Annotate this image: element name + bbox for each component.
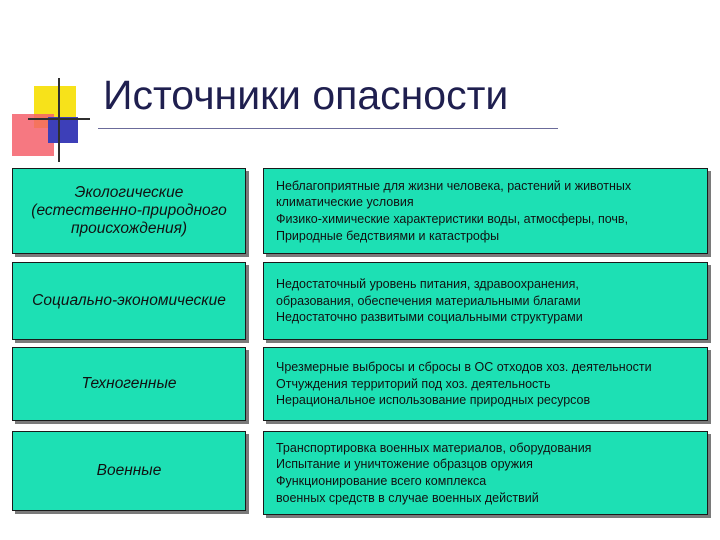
- detail-line: Чрезмерные выбросы и сбросы в ОС отходов хоз. деятельности: [276, 360, 652, 375]
- category-box-ecological: [12, 168, 246, 254]
- detail-line: Физико-химические характеристики воды, атмосферы, почв,: [276, 212, 629, 226]
- detail-line: Неблагоприятные для жизни человека, растений и животных: [276, 178, 632, 193]
- detail-line: Отчуждения территорий под хоз. деятельность: [276, 376, 551, 391]
- category-box-military: [12, 431, 246, 511]
- blue-square-decoration: [48, 117, 78, 143]
- detail-line: Недостаточный уровень питания, здравоохранения,: [276, 277, 579, 292]
- vertical-line-decoration: [58, 78, 60, 162]
- horizontal-line-decoration: [28, 118, 90, 120]
- category-label: Техногенные: [81, 375, 177, 393]
- category-box-technogenic: [12, 347, 246, 421]
- category-label: Экологические: [74, 184, 184, 202]
- detail-line: Нерациональное использование природных ресурсов: [276, 393, 591, 408]
- category-label: (естественно-природного: [31, 202, 227, 220]
- detail-line: Недостаточно развитыми социальными структурами: [276, 310, 583, 325]
- detail-line: образования, обеспечения материальными благами: [276, 293, 581, 308]
- details-box-socioeconomic: [263, 262, 708, 340]
- category-label: происхождения): [70, 219, 188, 237]
- details-box-ecological: [263, 168, 708, 254]
- category-label: Социально-экономические: [32, 292, 226, 310]
- detail-line: Природные бедствиями и катастрофы: [276, 228, 500, 243]
- details-box-military: [263, 431, 708, 515]
- detail-line: военных средств в случае военных действий: [276, 490, 539, 505]
- title-underline: [98, 128, 558, 129]
- detail-line: Функционирование всего комплекса: [276, 474, 487, 488]
- details-box-technogenic: [263, 347, 708, 421]
- category-box-socioeconomic: [12, 262, 246, 340]
- slide-title: Источники опасности: [103, 72, 509, 118]
- detail-line: Испытание и уничтожение образцов оружия: [276, 457, 533, 472]
- detail-line: Транспортировка военных материалов, оборудования: [276, 440, 592, 455]
- detail-line: климатические условия: [276, 195, 414, 210]
- category-label: Военные: [96, 462, 162, 480]
